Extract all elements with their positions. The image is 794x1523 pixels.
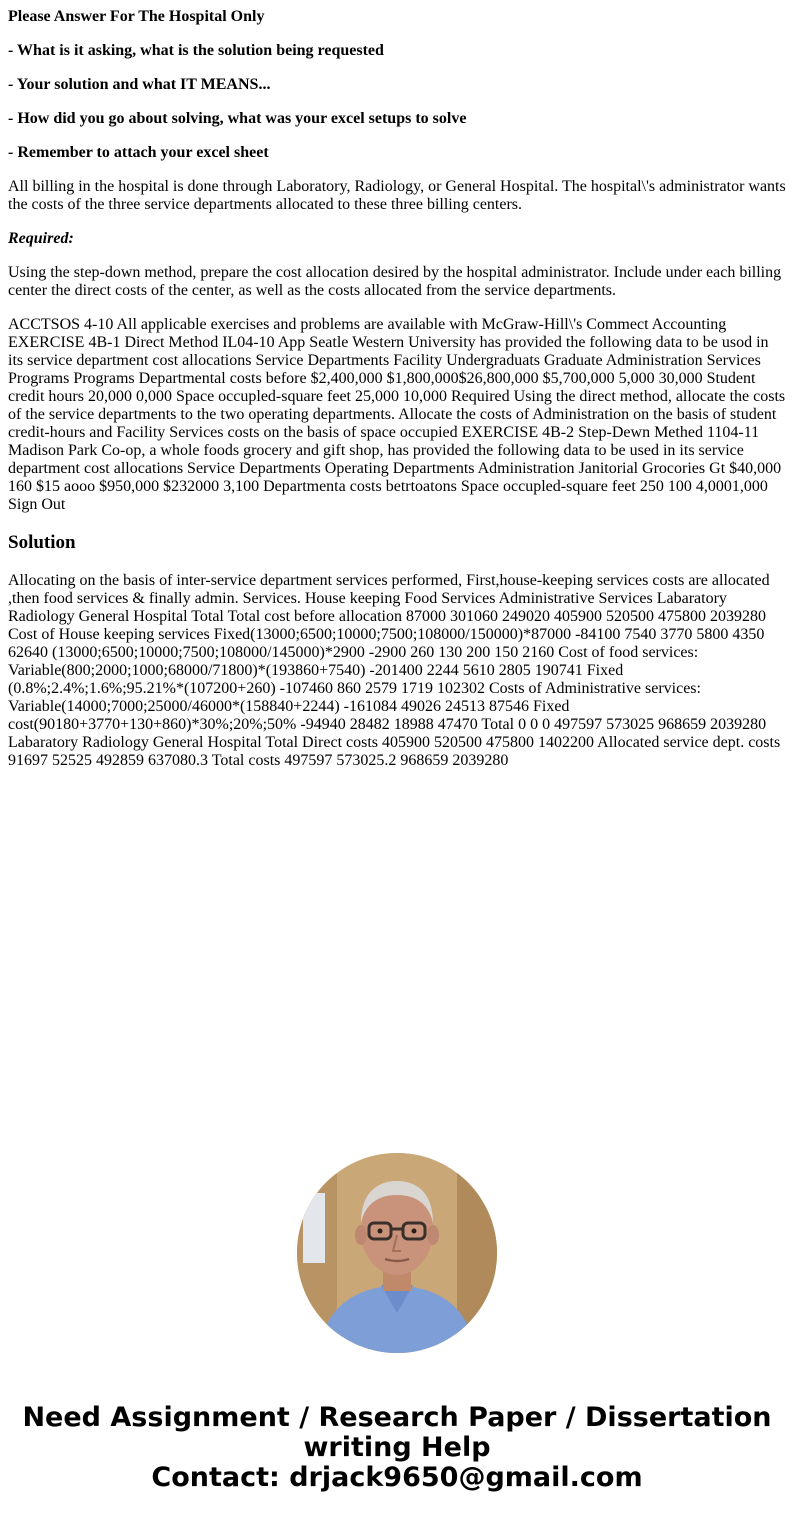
tutor-portrait-icon	[297, 1153, 497, 1353]
promo-line-2: writing Help	[303, 1432, 491, 1463]
solution-heading: Solution	[8, 532, 76, 553]
question-point-asking: - What is it asking, what is the solution being requested	[8, 42, 384, 59]
question-point-method: - How did you go about solving, what was your excel setups to solve	[8, 110, 467, 127]
question-point-meaning: - Your solution and what IT MEANS...	[8, 76, 271, 93]
solution-paragraph: Allocating on the basis of inter-service department services performed, First,house-keeping services costs are allocated ,then food services & finally admin. Services. House keeping Food Services Administrative Services Labaratory Radiology General Hospital Total Total cost before allocation 87000 301060 249020 405900 520500 475800 2039280 Cost of House keeping services Fixed(13000;6500;10000;7500;108000/150000)*87000 -84100 7540 3770 5800 4350 62640 (13000;6500;10000;7500;108000/145000)*2900 -2900 260 130 200 150 2160 Cost of food services: Variable(800;2000;1000;68000/71800)*(193860+7540) -201400 2244 5610 2805 190741 Fixed (0.8%;2.4%;1.6%;95.21%*(107200+260) -107460 860 2579 1719 102302 Costs of Administrative services: Variable(14000;7000;25000/46000*(158840+2244) -161084 49026 24513 87546 Fixed cost(90180+3770+130+860)*30%;20%;50% -94940 28482 18988 47470 Total 0 0 0 497597 573025 968659 2039280 Labaratory Radiology General Hospital Total Direct costs 405900 520500 475800 1402200 Allocated service dept. costs 91697 52525 492859 637080.3 Total costs 497597 573025.2 968659 2039280	[8, 572, 781, 769]
promo-contact: Contact: drjack9650@gmail.com	[151, 1462, 643, 1493]
intro-paragraph: All billing in the hospital is done through Laboratory, Radiology, or General Hospital. The hospital\'s administrator wants the costs of the three service departments allocated to these three billing centers.	[8, 178, 786, 213]
problem-ocr-paragraph: ACCTSOS 4-10 All applicable exercises and problems are available with McGraw-Hill\'s Commect Accounting EXERCISE 4B-1 Direct Method IL04-10 App Seatle Western University has provided the following data to be usod in its service department cost allocations Service Departments Facility Undergraduats Graduate Administration Services Programs Programs Departmental costs before $2,400,000 $1,800,000$26,800,000 $5,700,000 5,000 30,000 Student credit hours 20,000 0,000 Space occupled-square feet 25,000 10,000 Required Using the direct method, allocate the costs of the service departments to the two operating departments. Allocate the costs of Administration on the basis of student credit-hours and Facility Services costs on the basis of space occupied EXERCISE 4B-2 Step-Dewn Methed 1104-11 Madison Park Co-op, a whole foods grocery and gift shop, has provided the following data to be used in its service department cost allocations Service Departments Operating Departments Administration Janitorial Grocories Gt $40,000 160 $15 aooo $950,000 $232000 3,100 Departmenta costs betrtoatons Space occupled-square feet 250 100 4,0001,000 Sign Out	[8, 316, 786, 513]
question-title: Please Answer For The Hospital Only	[8, 8, 265, 25]
question-point-attach: - Remember to attach your excel sheet	[8, 144, 269, 161]
required-label: Required:	[8, 230, 74, 247]
promo-banner	[0, 1403, 794, 1493]
promo-line-1: Need Assignment / Research Paper / Dissertation	[22, 1402, 772, 1433]
required-paragraph: Using the step-down method, prepare the cost allocation desired by the hospital administrator. Include under each billing center the direct costs of the center, as well as the costs allocated from the service departments.	[8, 264, 782, 299]
avatar	[297, 1153, 497, 1353]
